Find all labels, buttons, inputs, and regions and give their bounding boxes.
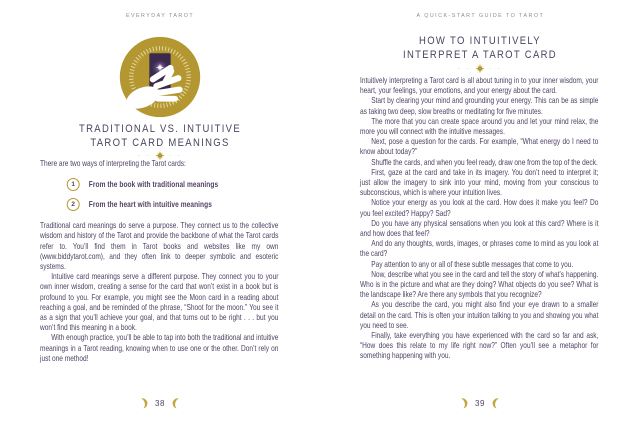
- body-paragraph: The more that you can create space around you and let your mind relax, the more you will connect with the intuitive messages.: [360, 116, 599, 137]
- body-paragraph: With enough practice, you’ll be able to tap into both the traditional and intuitive meanings in a Tarot reading, knowing when to use one or the other. Don’t rely on just one method!: [40, 333, 279, 363]
- page-number: 39: [475, 398, 485, 408]
- body-text-right: [360, 76, 598, 362]
- page-footer-right: [320, 397, 640, 409]
- body-paragraph: As you describe the card, you might also find your eye drawn to a smaller detail on the card. This is often your intuition talking to you and showing you what you need to see.: [360, 300, 599, 330]
- body-paragraph: Notice your energy as you look at the card. How does it make you feel? Do you feel excited? Happy? Sad?: [360, 198, 599, 218]
- body-paragraph: Pay attention to any or all of these subtle messages that come to you.: [371, 259, 574, 269]
- body-paragraph: Now, describe what you see in the card and tell the story of what’s happening. Who is in the picture and what are they doing? What objects do you see? What is the landscape like? Are there any symbols that you recognize?: [360, 269, 599, 300]
- list-item: [68, 178, 278, 191]
- running-header-left: [0, 13, 320, 19]
- hand-holding-tarot-card-icon: [119, 36, 201, 118]
- ornament-dots: · ·: [169, 152, 183, 159]
- crescent-moon-icon: [459, 397, 469, 409]
- body-paragraph: Shuffle the cards, and when you feel ready, draw one from the top of the deck.: [371, 157, 598, 167]
- title-line: TAROT CARD MEANINGS: [90, 137, 230, 149]
- ornament-dots: · ·: [489, 65, 503, 72]
- title-line: HOW TO INTUITIVELY: [419, 35, 541, 47]
- crescent-moon-icon: [171, 397, 181, 409]
- list-item-label: From the heart with intuitive meanings: [88, 199, 212, 209]
- body-paragraph: Intuitive card meanings serve a different purpose. They connect you to your own inner wisdom, creating a sense for the card that won’t exist in a book but is profound to you. For example, you might see the Moon card in a reading about reaching a goal, and be reminded of the phrase, “Shoot for the moon.” You see it as a sign that you’ll achieve your goal, and that turns out to be right . . . but you won’t find this meaning in a book.: [40, 272, 279, 333]
- crescent-moon-icon: [139, 397, 149, 409]
- body-paragraph: Do you have any physical sensations when you look at this card? Where is it and how does that feel?: [360, 218, 599, 239]
- list-item-label: From the book with traditional meanings: [88, 179, 219, 189]
- body-paragraph: Intuitively interpreting a Tarot card is all about tuning in to your inner wisdom, your heart, your feelings, your emotions, and your energy about the card.: [360, 76, 599, 96]
- eight-point-star-icon: [475, 64, 485, 74]
- body-paragraph: And do any thoughts, words, images, or phrases come to mind as you look at the card?: [360, 239, 599, 259]
- running-header-right-text: A QUICK-START GUIDE TO TAROT: [416, 13, 544, 19]
- crescent-moon-icon: [491, 397, 501, 409]
- intro-line: There are two ways of interpreting the Tarot cards:: [40, 159, 186, 168]
- list-item: [68, 198, 278, 211]
- body-paragraph: Finally, take everything you have experienced with the card so far and ask, “How does this relate to my life right now?” Often you’ll see a metaphor for something happening with you.: [360, 331, 599, 361]
- ornament-dots: · ·: [137, 152, 151, 159]
- page-title-left: [79, 122, 241, 150]
- body-paragraph: First, gaze at the card and take in its imagery. You don’t need to interpret it; just allow the imagery to sink into your mind, moving from your conscious to subconscious, which is where your intuition lives.: [360, 167, 599, 198]
- ornament-dots: · ·: [457, 65, 471, 72]
- number-badge: 2: [67, 198, 80, 211]
- running-header-left-text: EVERYDAY TAROT: [125, 13, 195, 19]
- body-text-left: [40, 159, 278, 364]
- title-line: TRADITIONAL VS. INTUITIVE: [79, 123, 241, 135]
- running-header-right: [320, 13, 640, 19]
- page-right: [320, 0, 640, 431]
- page-footer-left: [0, 397, 320, 409]
- body-paragraph: Traditional card meanings do serve a purpose. They connect us to the collective wisdom and history of the Tarot and provide the backbone of what the Tarot cards refer to. You’ll find them in Tarot books and websites like my own (www.biddytarot.com), and they often link to deeper symbolic and esoteric systems.: [40, 221, 279, 272]
- page-number: 38: [155, 398, 165, 408]
- page-title-right: [403, 34, 557, 62]
- body-paragraph: Next, pose a question for the cards. For example, “What energy do I need to know about today?”: [360, 137, 599, 157]
- title-line: INTERPRET A TAROT CARD: [403, 49, 557, 61]
- body-paragraph: Start by clearing your mind and grounding your energy. This can be as simple as taking two deep, slow breaths or meditating for five minutes.: [360, 96, 599, 116]
- title-ornament: [320, 64, 640, 74]
- number-badge: 1: [67, 178, 80, 191]
- two-ways-list: [40, 178, 278, 211]
